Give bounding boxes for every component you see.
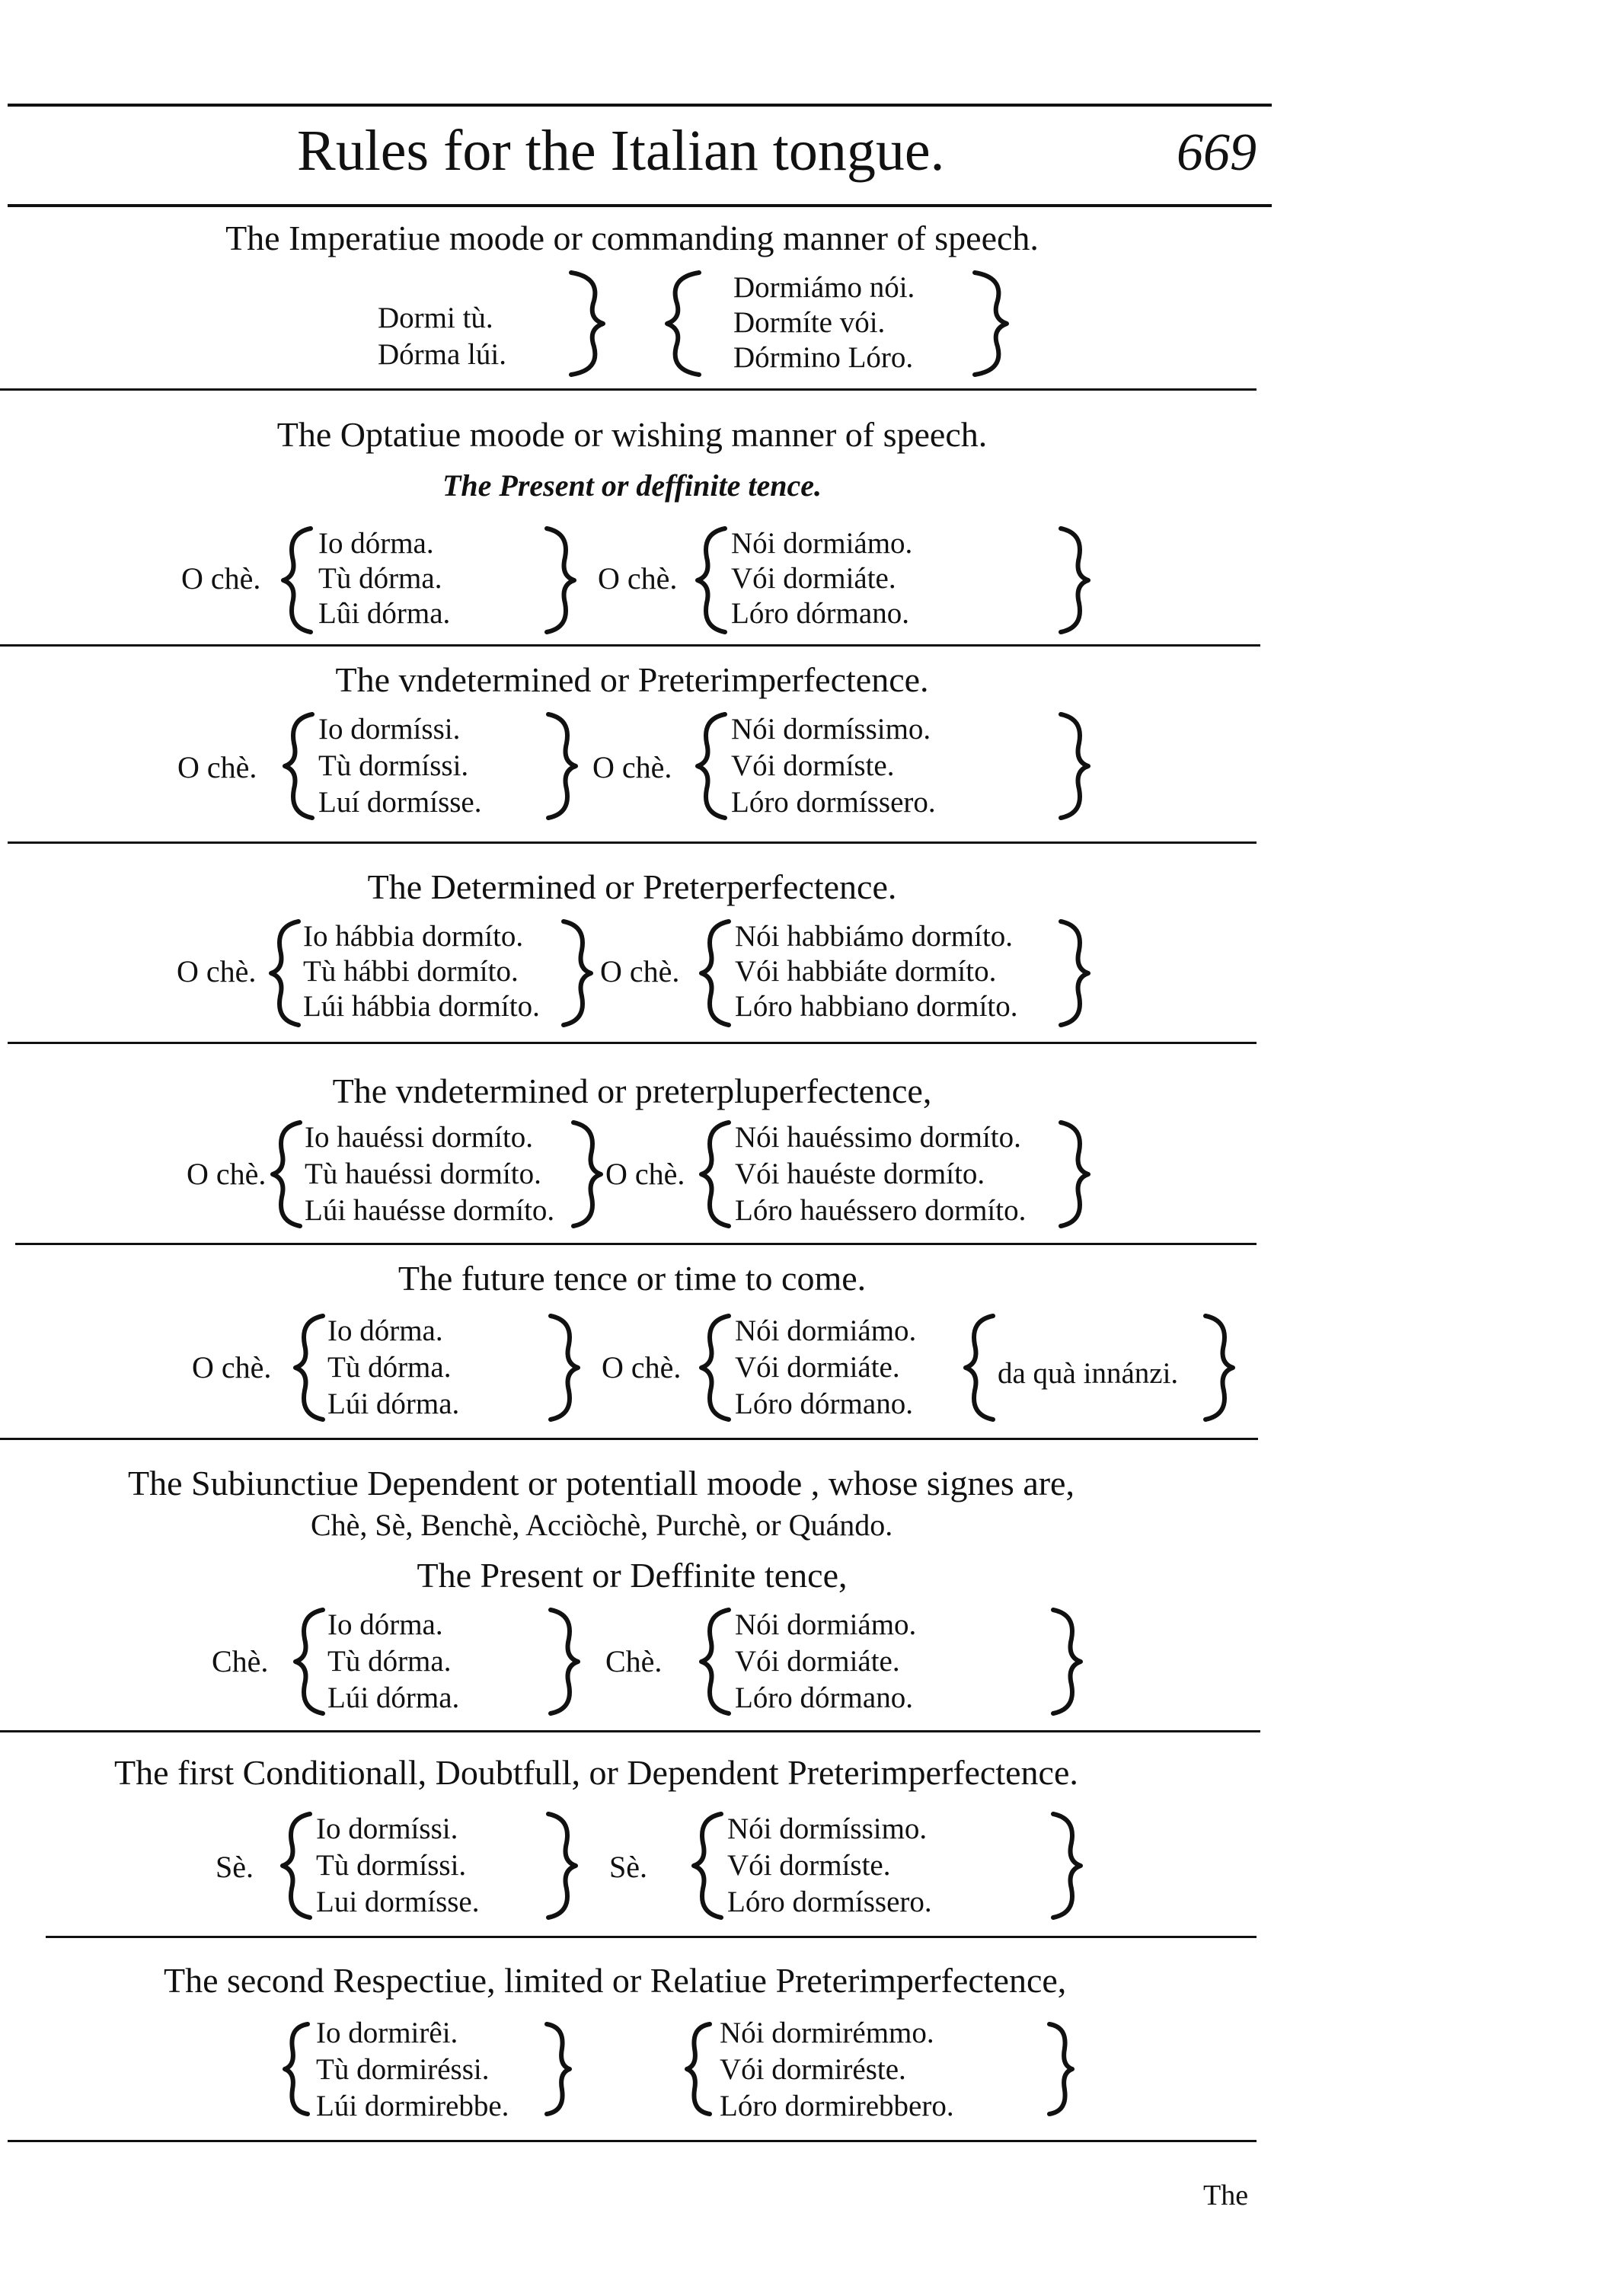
optative-present-title: The Present or deffinite tence. <box>442 468 822 503</box>
brace-opt5-a <box>291 1311 329 1424</box>
subj-present-pl-1: Nói dormiámo. <box>735 1608 917 1641</box>
brace-opt2-d <box>1055 710 1093 822</box>
brace-imp-2 <box>661 267 707 381</box>
opt-present-pl-1: Nói dormiámo. <box>731 527 913 560</box>
section-rule-4 <box>8 1042 1257 1044</box>
subjunctive-title: The Subiunctiue Dependent or potentiall moode , whose signes are, <box>128 1464 1075 1502</box>
opt-ppp-pl-2: Vói hauéste dormíto. <box>735 1158 985 1190</box>
opt-fut-pl-2: Vói dormiáte. <box>735 1351 900 1384</box>
opt-fut-pl-1: Nói dormiámo. <box>735 1314 917 1347</box>
subj-sr-sg-2: Tù dormiréssi. <box>316 2053 490 2086</box>
opt-present-sg-2: Tù dórma. <box>318 562 442 595</box>
opt-fut-pl-3: Lóro dórmano. <box>735 1387 913 1420</box>
brace-subj3-d <box>1045 2020 1075 2119</box>
opt-pi-pl-1: Nói dormíssimo. <box>731 713 931 746</box>
subj-sr-pl-3: Lóro dormirebbero. <box>720 2090 954 2122</box>
subj-fc-sg-1: Io dormíssi. <box>316 1812 458 1845</box>
opt-pi-sg-3: Luí dormísse. <box>318 786 482 819</box>
brace-subj1-b <box>544 1605 583 1718</box>
brace-opt1-c <box>693 524 731 637</box>
opt-pp-sg-1: Io hábbia dormíto. <box>303 920 524 953</box>
opt-pp-sg-3: Lúi hábbia dormíto. <box>303 990 540 1023</box>
brace-opt3-d <box>1055 917 1093 1030</box>
opt-pp-lead-right: O chè. <box>600 954 680 988</box>
subj-present-sg-3: Lúi dórma. <box>327 1681 460 1714</box>
opt-pi-sg-1: Io dormíssi. <box>318 713 461 746</box>
opt-present-pl-2: Vói dormiáte. <box>731 562 896 595</box>
subj-fc-pl-3: Lóro dormíssero. <box>727 1886 932 1918</box>
brace-opt5-b <box>544 1311 583 1424</box>
opt-fut-sg-3: Lúi dórma. <box>327 1387 460 1420</box>
opt-ppp-pl-1: Nói hauéssimo dormíto. <box>735 1121 1021 1154</box>
brace-opt3-a <box>267 917 305 1030</box>
imperative-pl-3: Dórmino Lóro. <box>733 341 914 374</box>
catchword: The <box>1203 2179 1249 2211</box>
section-rule-2 <box>0 644 1260 647</box>
subj-fc-lead-left: Sè. <box>216 1850 254 1884</box>
subj-first-cond-title: The first Conditionall, Doubtfull, or Dependent Preterimperfectence. <box>114 1753 1078 1792</box>
brace-opt2-b <box>542 710 580 822</box>
opt-present-lead-right: O chè. <box>598 561 678 596</box>
opt-ppp-lead-left: O chè. <box>187 1157 267 1191</box>
opt-fut-lead-left: O chè. <box>192 1350 272 1384</box>
subj-present-pl-3: Lóro dórmano. <box>735 1681 913 1714</box>
opt-pi-lead-left: O chè. <box>177 750 257 784</box>
subj-present-sg-1: Io dórma. <box>327 1608 443 1641</box>
subj-present-lead-left: Chè. <box>212 1644 269 1678</box>
section-rule-9 <box>8 2140 1257 2142</box>
opt-ppp-sg-1: Io hauéssi dormíto. <box>305 1121 534 1154</box>
subj-fc-lead-right: Sè. <box>609 1850 647 1884</box>
brace-opt1-a <box>279 524 317 637</box>
subj-second-resp-title: The second Respectiue, limited or Relatiue Preterimperfectence, <box>164 1961 1067 2000</box>
brace-subj1-d <box>1047 1605 1085 1718</box>
opt-pi-lead-right: O chè. <box>592 750 672 784</box>
optative-title: The Optatiue moode or wishing manner of speech. <box>276 415 988 454</box>
opt-ppp-lead-right: O chè. <box>605 1157 685 1191</box>
brace-subj2-a <box>278 1809 316 1922</box>
brace-opt3-b <box>557 917 596 1030</box>
subjunctive-signs: Chè, Sè, Benchè, Acciòchè, Purchè, or Quándo. <box>311 1508 893 1542</box>
opt-fut-note: da quà innánzi. <box>998 1357 1179 1390</box>
brace-opt5-e <box>1199 1311 1237 1424</box>
opt-present-pl-3: Lóro dórmano. <box>731 597 909 630</box>
section-rule-5 <box>15 1243 1257 1245</box>
opt-ppp-pl-3: Lóro hauéssero dormíto. <box>735 1194 1027 1227</box>
imperative-pl-2: Dormíte vói. <box>733 306 886 339</box>
running-title: Rules for the Italian tongue. <box>297 119 945 183</box>
brace-imp-3 <box>967 267 1013 381</box>
opt-ppp-sg-3: Lúi hauésse dormíto. <box>305 1194 555 1227</box>
brace-subj3-b <box>542 2020 573 2119</box>
subj-present-title: The Present or Deffinite tence, <box>417 1556 848 1595</box>
opt-future-title: The future tence or time to come. <box>398 1259 867 1298</box>
subj-fc-pl-1: Nói dormíssimo. <box>727 1812 928 1845</box>
brace-opt4-d <box>1055 1118 1093 1231</box>
subj-fc-pl-2: Vói dormíste. <box>727 1849 891 1882</box>
subj-fc-sg-3: Lui dormísse. <box>316 1886 480 1918</box>
brace-subj1-a <box>291 1605 329 1718</box>
page-number: 669 <box>1177 123 1257 182</box>
opt-preterimperfect-title: The vndetermined or Preterimperfectence. <box>335 660 929 699</box>
brace-opt1-b <box>541 524 579 637</box>
opt-present-sg-1: Io dórma. <box>318 527 434 560</box>
opt-pp-pl-1: Nói habbiámo dormíto. <box>735 920 1014 953</box>
section-rule-3 <box>8 841 1257 844</box>
opt-fut-sg-2: Tù dórma. <box>327 1351 452 1384</box>
brace-imp-1 <box>564 267 609 381</box>
imperative-pl-1: Dormiámo nói. <box>733 271 915 304</box>
brace-subj2-b <box>542 1809 580 1922</box>
opt-fut-sg-1: Io dórma. <box>327 1314 443 1347</box>
subj-present-lead-right: Chè. <box>605 1644 663 1678</box>
opt-present-lead-left: O chè. <box>181 561 261 596</box>
top-rule <box>8 104 1272 107</box>
opt-pp-pl-3: Lóro habbiano dormíto. <box>735 990 1018 1023</box>
imperative-sg-2: Dormi tù. <box>378 302 493 334</box>
subj-sr-sg-1: Io dormirêi. <box>316 2017 458 2049</box>
subj-sr-sg-3: Lúi dormirebbe. <box>316 2090 509 2122</box>
section-rule-1 <box>0 388 1257 391</box>
brace-opt4-a <box>268 1118 306 1231</box>
imperative-title: The Imperatiue moode or commanding manner of speech. <box>225 219 1039 257</box>
section-rule-7 <box>0 1730 1260 1732</box>
opt-pp-pl-2: Vói habbiáte dormíto. <box>735 955 997 988</box>
brace-subj2-c <box>689 1809 727 1922</box>
brace-opt3-c <box>697 917 735 1030</box>
brace-opt4-c <box>697 1118 735 1231</box>
subj-sr-pl-2: Vói dormiréste. <box>720 2053 906 2086</box>
opt-preterperfect-title: The Determined or Preterperfectence. <box>367 867 897 906</box>
brace-opt5-d <box>961 1311 999 1424</box>
brace-opt2-c <box>693 710 731 822</box>
brace-subj3-a <box>282 2020 312 2119</box>
subj-fc-sg-2: Tù dormíssi. <box>316 1849 467 1882</box>
brace-opt1-d <box>1055 524 1093 637</box>
brace-opt5-c <box>697 1311 735 1424</box>
opt-pp-lead-left: O chè. <box>177 954 257 988</box>
brace-opt2-a <box>280 710 318 822</box>
subj-present-pl-2: Vói dormiáte. <box>735 1645 900 1678</box>
section-rule-8 <box>46 1936 1257 1938</box>
brace-subj2-d <box>1047 1809 1085 1922</box>
opt-preterpluperfect-title: The vndetermined or preterpluperfectence, <box>332 1071 932 1110</box>
section-rule-6 <box>0 1438 1258 1440</box>
subj-sr-pl-1: Nói dormirémmo. <box>720 2017 934 2049</box>
imperative-sg-3: Dórma lúi. <box>378 338 506 371</box>
opt-ppp-sg-2: Tù hauéssi dormíto. <box>305 1158 541 1190</box>
opt-pp-sg-2: Tù hábbi dormíto. <box>303 955 519 988</box>
subj-present-sg-2: Tù dórma. <box>327 1645 452 1678</box>
opt-pi-pl-2: Vói dormíste. <box>731 749 895 782</box>
opt-fut-lead-right: O chè. <box>602 1350 682 1384</box>
brace-opt4-b <box>567 1118 605 1231</box>
opt-pi-sg-2: Tù dormíssi. <box>318 749 469 782</box>
opt-present-sg-3: Lûi dórma. <box>318 597 451 630</box>
header-rule <box>8 204 1272 207</box>
opt-pi-pl-3: Lóro dormíssero. <box>731 786 936 819</box>
brace-subj3-c <box>684 2020 714 2119</box>
brace-subj1-c <box>697 1605 735 1718</box>
